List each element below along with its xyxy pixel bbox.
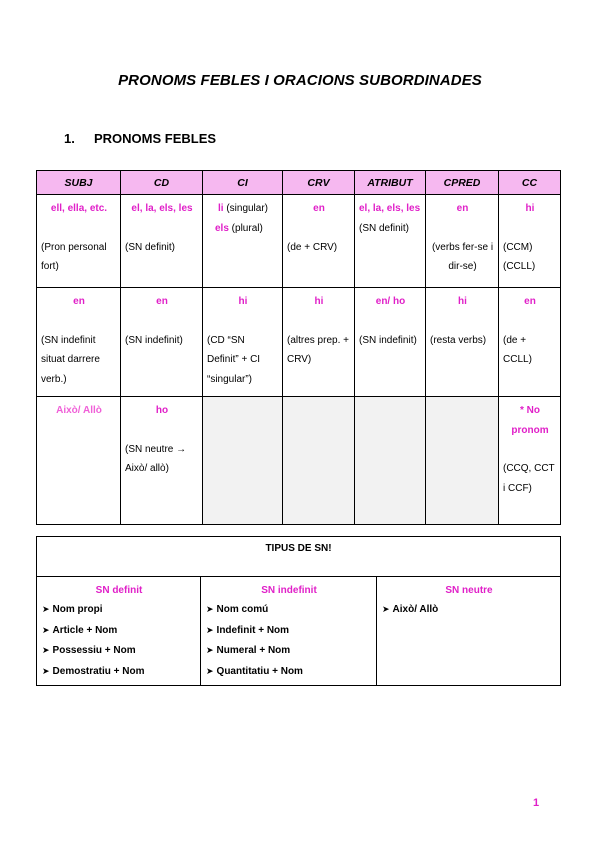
cell-cd — [121, 397, 203, 525]
pronoun: el, la, els, les — [359, 203, 421, 214]
pronoun: en — [73, 296, 85, 307]
arrowhead-bullet-icon: ➤ — [42, 625, 50, 636]
cell-atribut — [355, 288, 426, 397]
note: (singular) — [223, 203, 269, 214]
section-label: PRONOMS FEBLES — [94, 131, 217, 146]
sn-definit-column — [37, 577, 201, 686]
list-item: ➤ Numeral + Nom — [206, 645, 291, 656]
pronoun: hi — [238, 296, 248, 307]
pronoun: els — [215, 222, 229, 234]
cell-cpred — [426, 288, 499, 397]
list-item: ➤ Nom propi — [42, 604, 103, 615]
table-header-row — [37, 171, 561, 195]
section-number: 1. — [64, 131, 75, 146]
pronoun: li — [217, 203, 224, 214]
note: (resta verbs) — [430, 334, 487, 346]
arrowhead-bullet-icon: ➤ — [206, 605, 214, 615]
empty-cell — [283, 397, 355, 525]
section-heading — [64, 131, 216, 146]
column-title: SN definit — [95, 585, 143, 596]
cell-subj — [37, 397, 121, 525]
note: (altres prep. + CRV) — [287, 334, 349, 365]
note: (CD “SN Definit” + CI “singular”) — [207, 334, 261, 385]
list-item: ➤ Indefinit + Nom — [206, 624, 290, 636]
pronoun: Això/ Allò — [56, 405, 102, 416]
header-cpred: CPRED — [426, 171, 499, 195]
table-row — [37, 195, 561, 288]
empty-cell — [355, 397, 426, 525]
pronoun: en — [456, 203, 469, 214]
note: (de + CRV) — [287, 241, 338, 253]
header-crv: CRV — [283, 171, 355, 195]
cell-crv — [283, 195, 355, 288]
column-title: SN indefinit — [261, 585, 317, 596]
column-title: SN neutre — [445, 585, 493, 596]
note: (SN indefinit) — [125, 334, 183, 346]
header-subj: SUBJ — [37, 171, 121, 195]
note: (plural) — [228, 222, 263, 234]
note: (SN indefinit situat darrere verb.) — [41, 334, 100, 385]
cell-subj — [37, 288, 121, 397]
arrowhead-bullet-icon: ➤ — [42, 646, 50, 656]
table-row — [37, 288, 561, 397]
cell-cd — [121, 195, 203, 288]
header-cc: CC — [499, 171, 561, 195]
pronoun: hi — [314, 296, 324, 307]
cell-crv — [283, 288, 355, 397]
empty-cell — [203, 397, 283, 525]
cell-ci — [203, 288, 283, 397]
cell-subj — [37, 195, 121, 288]
list-item: ➤ Demostratiu + Nom — [42, 665, 145, 677]
pronoun: hi — [525, 203, 535, 214]
cell-cc — [499, 288, 561, 397]
page-number: 1 — [533, 797, 540, 809]
arrowhead-bullet-icon: ➤ — [206, 646, 214, 656]
note: (SN definit) — [359, 222, 410, 234]
pronoun: en/ ho — [375, 296, 406, 307]
sn-indefinit-column — [201, 577, 377, 686]
list-item: ➤ Quantitatiu + Nom — [206, 665, 303, 677]
note: (Pron personal fort) — [41, 241, 107, 272]
cell-cc — [499, 195, 561, 288]
arrowhead-bullet-icon: ➤ — [42, 605, 50, 615]
note: (SN neutre → Això/ allò) — [125, 443, 187, 474]
arrowhead-bullet-icon: ➤ — [206, 625, 214, 636]
arrowhead-bullet-icon: ➤ — [382, 605, 390, 615]
empty-cell — [426, 397, 499, 525]
pronoun: en — [524, 296, 536, 307]
pronoun: el, la, els, les — [131, 203, 193, 214]
header-ci: CI — [203, 171, 283, 195]
pronoun: * No pronom — [511, 405, 549, 436]
note: (CCQ, CCT i CCF) — [503, 463, 555, 494]
sn-types-title: TIPUS DE SN! — [37, 537, 561, 577]
document-title: PRONOMS FEBLES I ORACIONS SUBORDINADES — [118, 72, 482, 89]
pronoun: en — [313, 203, 325, 214]
note: (SN definit) — [125, 241, 176, 253]
arrowhead-bullet-icon: ➤ — [42, 666, 50, 677]
pronoun: ho — [155, 405, 169, 416]
list-item: ➤ Possessiu + Nom — [42, 645, 136, 656]
pronoun: en — [156, 296, 168, 307]
cell-cpred — [426, 195, 499, 288]
sn-types-table — [36, 536, 561, 686]
list-item: ➤ Nom comú — [206, 604, 269, 615]
note: (CCM) (CCLL) — [503, 241, 536, 272]
pronoun: hi — [458, 296, 467, 307]
header-atribut: ATRIBUT — [355, 171, 426, 195]
cell-atribut — [355, 195, 426, 288]
note: (verbs fer-se i dir-se) — [431, 241, 494, 272]
cell-ci — [203, 195, 283, 288]
pronoun-table — [36, 170, 561, 525]
arrowhead-bullet-icon: ➤ — [206, 666, 214, 677]
pronoun: ell, ella, etc. — [50, 203, 108, 214]
sn-neutre-column — [377, 577, 561, 686]
note: (de + CCLL) — [503, 334, 532, 365]
note: (SN indefinit) — [359, 334, 417, 346]
list-item: ➤ Això/ Allò — [382, 604, 439, 615]
cell-cc — [499, 397, 561, 525]
header-cd: CD — [121, 171, 203, 195]
cell-cd — [121, 288, 203, 397]
list-item: ➤ Article + Nom — [42, 624, 118, 636]
table-row — [37, 397, 561, 525]
